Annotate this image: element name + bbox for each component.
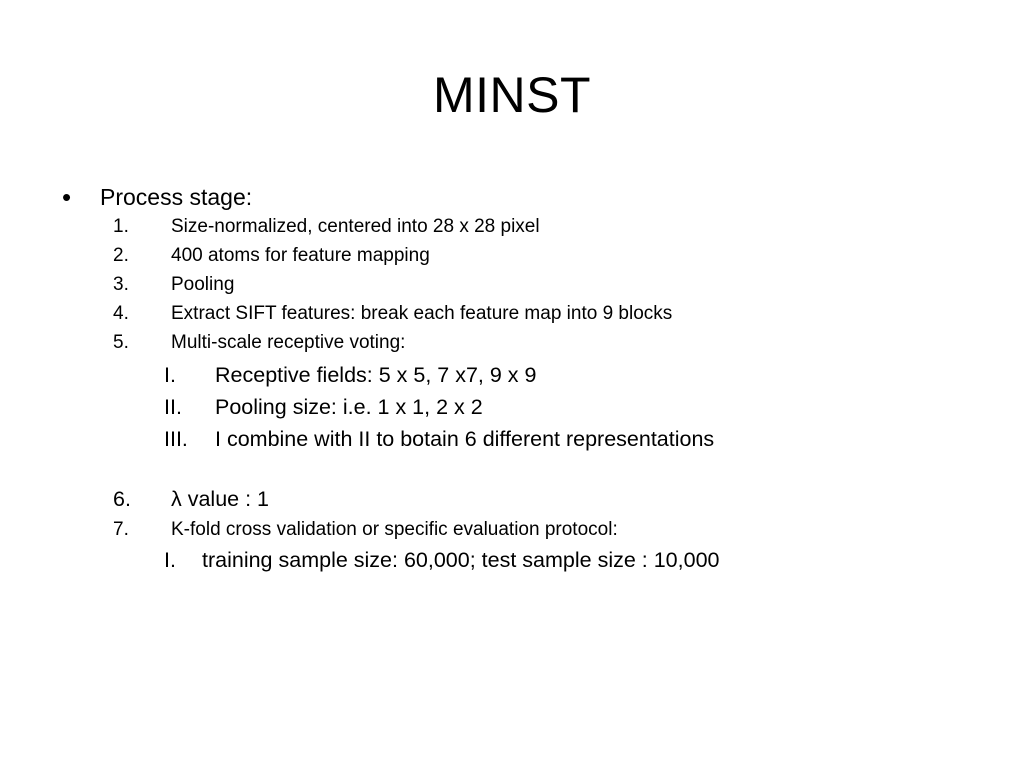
step-2-text: 400 atoms for feature mapping [171, 245, 430, 266]
step-6-text: λ value : 1 [171, 487, 269, 511]
step-7-text: K-fold cross validation or specific evaluation protocol: [171, 519, 618, 540]
step-5-text: Multi-scale receptive voting: [171, 332, 406, 353]
substep-5-2-number: II. [164, 395, 182, 419]
step-6-number: 6. [113, 487, 131, 511]
step-7-number: 7. [113, 519, 129, 540]
substep-5-1-number: I. [164, 363, 176, 387]
step-2-number: 2. [113, 245, 129, 266]
step-5-number: 5. [113, 332, 129, 353]
bullet-text: Process stage: [100, 184, 253, 210]
substep-5-3-text: I combine with II to botain 6 different representations [215, 427, 715, 451]
substep-7-1-number: I. [164, 548, 176, 572]
step-4-number: 4. [113, 303, 129, 324]
substep-5-3-number: III. [164, 427, 188, 451]
step-1-text: Size-normalized, centered into 28 x 28 pixel [171, 216, 540, 237]
substep-7-1-text: training sample size: 60,000; test sample size : 10,000 [202, 548, 720, 572]
substep-5-2-text: Pooling size: i.e. 1 x 1, 2 x 2 [215, 395, 483, 419]
step-3-text: Pooling [171, 274, 235, 295]
step-4-text: Extract SIFT features: break each feature map into 9 blocks [171, 303, 673, 324]
bullet-marker: • [62, 182, 72, 212]
substep-5-1-text: Receptive fields: 5 x 5, 7 x7, 9 x 9 [215, 363, 537, 387]
step-1-number: 1. [113, 216, 129, 237]
slide-title: MINST [432, 67, 592, 123]
step-3-number: 3. [113, 274, 129, 295]
